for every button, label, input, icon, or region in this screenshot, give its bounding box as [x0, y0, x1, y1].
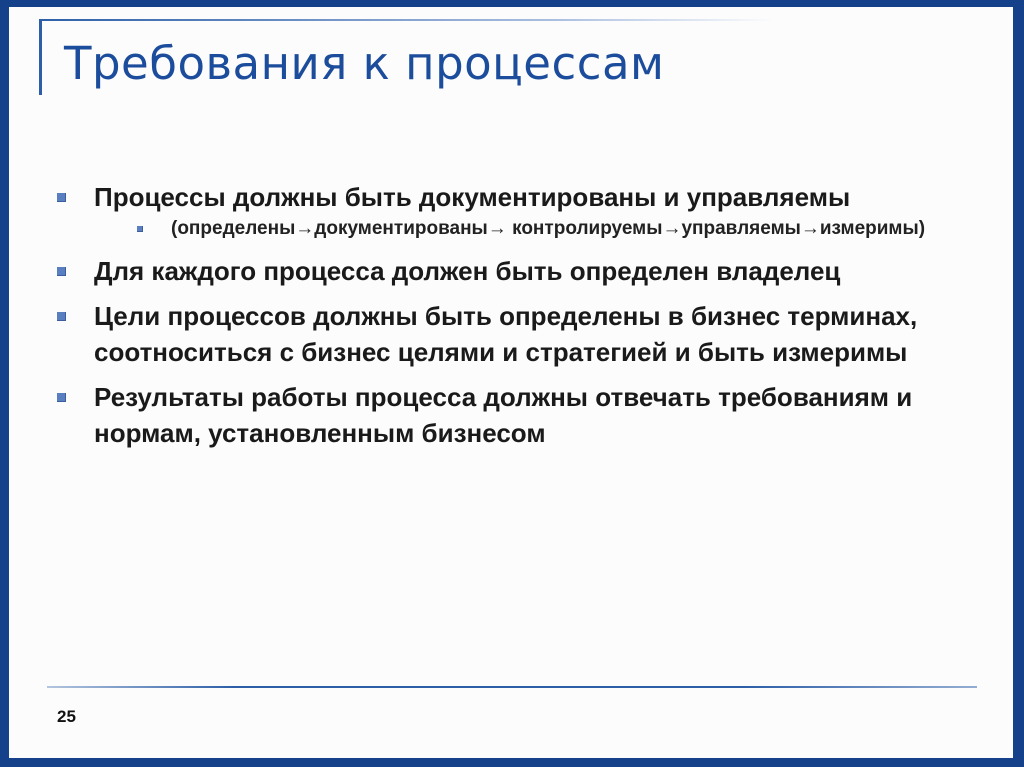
slide-title: Требования к процессам	[64, 37, 665, 90]
square-bullet-icon	[57, 312, 66, 321]
bullet-item	[57, 298, 967, 370]
footer-rule	[47, 686, 977, 688]
square-bullet-icon	[57, 193, 66, 202]
page-number: 25	[57, 707, 76, 726]
slide	[9, 7, 1013, 758]
title-accent-bar	[39, 20, 42, 95]
bullet-item	[57, 379, 967, 451]
bullet-text: Результаты работы процесса должны отвечать требованиям и нормам, установленным бизнесом	[94, 382, 913, 448]
bullet-item	[57, 253, 967, 289]
bullet-item	[57, 179, 967, 215]
sub-bullet-text: (определены→документированы→ контролируемы→управляемы→измеримы)	[171, 218, 926, 239]
sub-bullet-item	[137, 214, 967, 244]
square-bullet-icon	[137, 226, 143, 232]
title-top-rule	[39, 19, 774, 21]
bullet-text: Для каждого процесса должен быть определен владелец	[94, 256, 841, 286]
square-bullet-icon	[57, 393, 66, 402]
bullet-text: Процессы должны быть документированы и управляемы	[94, 182, 851, 212]
bullet-list	[57, 179, 967, 451]
square-bullet-icon	[57, 267, 66, 276]
bullet-text: Цели процессов должны быть определены в бизнес терминах, соотноситься с бизнес целями и стратегией и быть измеримы	[94, 301, 918, 367]
